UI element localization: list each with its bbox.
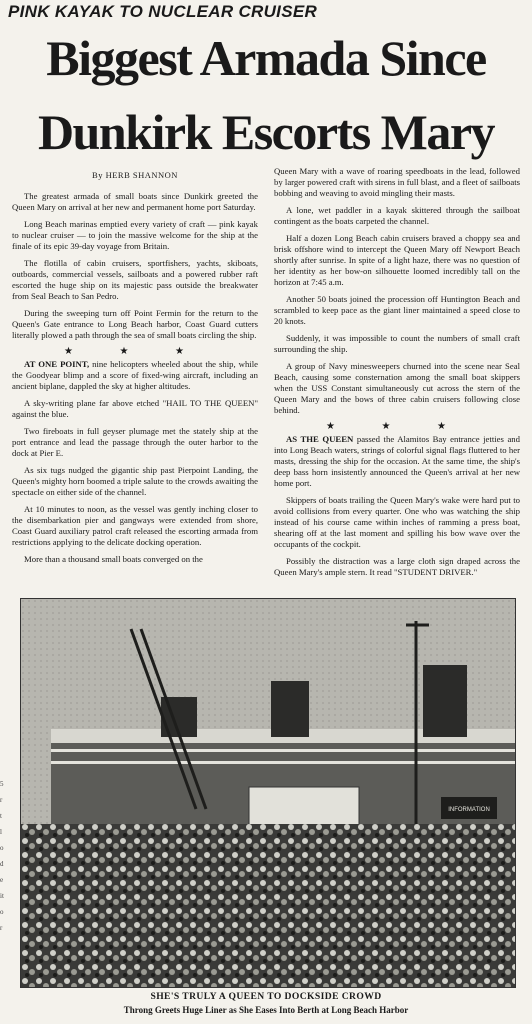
paragraph: Skippers of boats trailing the Queen Mary's wake were hard put to avoid collisions from every quarter. One who was watching the ship instead of his course came within inches of ramming a press boat, shearing off at the last moment and spilling his bow wave over the occupants of the cockpit. [274,495,520,549]
lead-text: nine helicopters wheeled about the ship, while the Goodyear blimp and a score of fixed-wing aircraft, including an ancient biplane, dappled the sky at higher altitudes. [12,359,258,391]
section-stars: ★ ★ ★ [326,421,468,432]
crowd [21,824,515,987]
margin-scraps [0,776,10,936]
paragraph: Suddenly, it was impossible to count the numbers of small craft surrounding the ship. [274,333,520,354]
lead-in: AS THE QUEEN [286,434,354,444]
photo-caption-title: SHE'S TRULY A QUEEN TO DOCKSIDE CROWD [150,991,382,1002]
margin-fragment: it [0,892,4,900]
dock-building [249,787,359,827]
paragraph: Another 50 boats joined the procession off Huntington Beach and scrambled to keep pace as the giant liner maintained a speed close to 20 knots. [274,294,520,326]
information-sign: INFORMATION [448,807,490,813]
margin-fragment: e [0,876,4,884]
margin-fragment: o [0,908,4,916]
paragraph: Possibly the distraction was a large cloth sign draped across the Queen Mary's ample stern. It read "STUDENT DRIVER." [274,556,520,577]
margin-fragment: r [0,796,3,804]
paragraph: More than a thousand small boats converged on the [24,554,203,564]
headline-line-2: Dunkirk Escorts Mary [37,104,495,160]
paragraph: During the sweeping turn off Point Fermin for the return to the Queen's Gate entrance to Long Beach harbor, Coast Guard cutters literally plowed a path through the sea of small boats circling the ship. [12,308,258,340]
paragraph-lead [274,434,520,489]
margin-fragment: t [0,812,2,820]
margin-fragment: l [0,828,2,836]
margin-fragment: r [0,924,3,932]
margin-fragment: d [0,860,4,868]
paragraph: Two fireboats in full geyser plumage met the stately ship at the port entrance and lead the passage through the outer harbor to the dock at Pier E. [12,426,258,458]
byline: By HERB SHANNON [92,170,178,180]
article-column-right [274,166,520,578]
margin-fragment: o [0,844,4,852]
lead-text: passed the Alamitos Bay entrance jetties and into Long Beach waters, strings of colorful signal flags fluttered to her masts, dressing the ship for the occasion. At the same time, the ship's deep bass horn insistently announced the Queen's arrival at her new home port. [274,434,520,488]
paragraph: At 10 minutes to noon, as the vessel was gently inching closer to the disembarkation pier and gangways were extended from shore, Coast Guard auxiliary patrol craft released the escorting armada from restrictions applying to the delicate docking operation. [12,504,258,547]
lead-in: AT ONE POINT, [24,359,90,369]
kicker: PINK KAYAK TO NUCLEAR CRUISER [8,2,318,21]
paragraph: Long Beach marinas emptied every variety of craft — pink kayak to nuclear cruiser — to join the massive welcome for the ship at the finale of its epic 39-day voyage from Britain. [12,219,258,251]
paragraph: The flotilla of cabin cruisers, sportfishers, yachts, skiboats, outboards, commercial vessels, sailboats and a powered rubber raft escorted the huge ship on its majestic pass outside the breakwater from Seal Beach to San Pedro. [12,258,258,301]
paragraph: A group of Navy minesweepers churned into the scene near Seal Beach, causing some consternation among the small boat skippers when the USS Constant simultaneously cut across the stern of the Queen Mary and the bows of three cabin cruisers following close behind. [274,361,520,415]
paragraph: A sky-writing plane far above etched "HAIL TO THE QUEEN" against the blue. [12,398,258,419]
article-column-left [12,166,258,578]
paragraph: A lone, wet paddler in a kayak skittered through the sailboat contingent as the boats carpeted the channel. [274,205,520,226]
paragraph: The greatest armada of small boats since Dunkirk greeted the Queen Mary on arrival at her new and permanent home port Saturday. [12,191,258,212]
news-photo [20,598,516,988]
margin-fragment: 5 [0,780,4,788]
paragraph: Half a dozen Long Beach cabin cruisers braved a choppy sea and brisk offshore wind to intercept the Queen Mary off Newport Beach shortly after sunrise. In spite of a light haze, there was no question of her identity as her bow-on silhouette loomed incredibly tall on the horizon at 7:45 a.m. [274,233,520,287]
paragraph-lead [12,359,258,392]
headline-line-1: Biggest Armada Since [46,30,486,86]
photo-caption-subtitle: Throng Greets Huge Liner as She Eases Into Berth at Long Beach Harbor [123,1005,409,1015]
paragraph: As six tugs nudged the gigantic ship past Pierpoint Landing, the Queen's mighty horn boomed a triple salute to the crowds awaiting the spectacle on either side of the channel. [12,465,258,497]
section-stars: ★ ★ ★ [64,346,206,357]
paragraph: Queen Mary with a wave of roaring speedboats in the lead, followed by larger powered craft with sirens in full blast, and a fleet of sailboats bobbing and weaving to avoid mingling their masts. [274,166,520,198]
